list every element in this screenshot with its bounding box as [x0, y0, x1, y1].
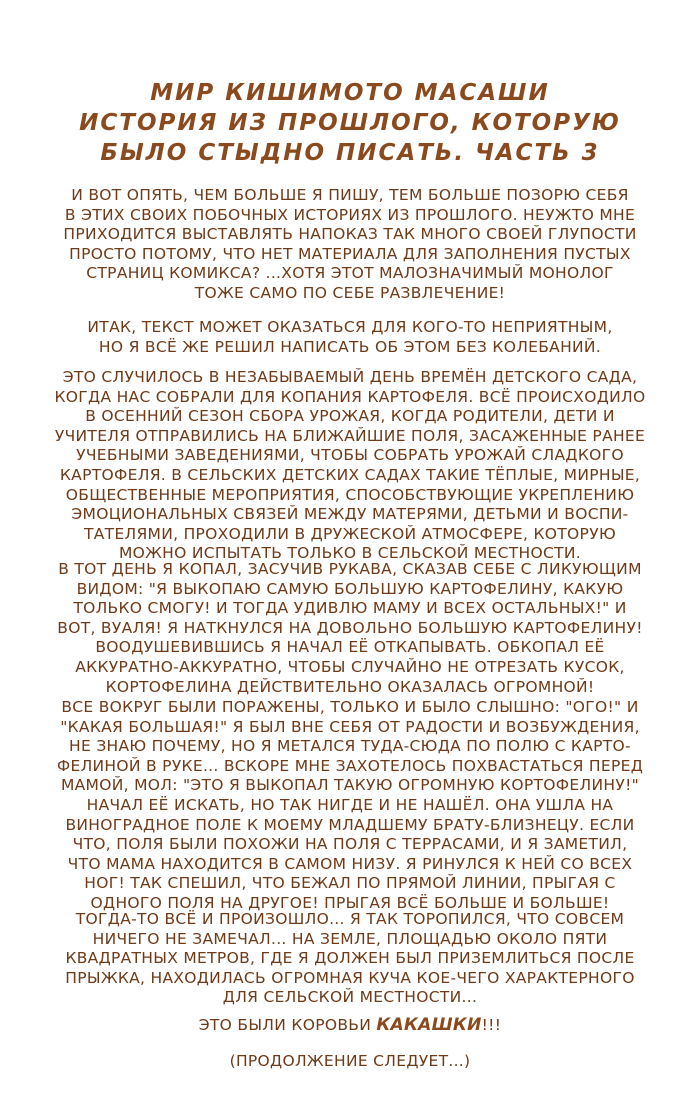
text-line: ТОЖЕ САМО ПО СЕБЕ РАЗВЛЕЧЕНИЕ!: [194, 283, 506, 302]
text-line: ВОТ, ВУАЛЯ! Я НАТКНУЛСЯ НА ДОВОЛЬНО БОЛЬШУЮ КАРТОФЕЛИНУ!: [57, 618, 643, 637]
title-line-2: ИСТОРИЯ ИЗ ПРОШЛОГО, КОТОРУЮ: [79, 110, 621, 136]
paragraph-2: [50, 318, 650, 357]
text-line: КОРТОФЕЛИНА ДЕЙСТВИТЕЛЬНО ОКАЗАЛАСЬ ОГРОМНОЙ!: [105, 677, 595, 696]
text-line: ДЛЯ СЕЛЬСКОЙ МЕСТНОСТИ...: [222, 988, 478, 1007]
text-line: ОДНОГО ПОЛЯ НА ДРУГОЕ! ПРЫГАЯ ВСЁ БОЛЬШЕ И БОЛЬШЕ!: [90, 893, 610, 912]
paragraph-6: [50, 910, 650, 1008]
text-line: ВИНОГРАДНОЕ ПОЛЕ К МОЕМУ МЛАДШЕМУ БРАТУ-БЛИЗНЕЦУ. ЕСЛИ: [65, 815, 635, 834]
text-line: ПРЫЖКА, НАХОДИЛАСЬ ОГРОМНАЯ КУЧА КОЕ-ЧЕГО ХАРАКТЕРНОГО: [65, 968, 635, 987]
text-line: МАМОЙ, МОЛ: "ЭТО Я ВЫКОПАЛ ТАКУЮ ОГРОМНУЮ КОРТОФЕЛИНУ!": [60, 776, 640, 795]
text-line: В ОСЕННИЙ СЕЗОН СБОРА УРОЖАЯ, КОГДА РОДИТЕЛИ, ДЕТИ И: [85, 407, 615, 426]
article-title: [0, 78, 700, 168]
paragraph-1: [50, 186, 650, 304]
text-line: ЧТО, ПОЛЯ БЫЛИ ПОХОЖИ НА ПОЛЯ С ТЕРРАСАМИ, И Я ЗАМЕТИЛ,: [72, 835, 628, 854]
paragraph-5: [50, 698, 650, 914]
paragraph-3: [50, 368, 650, 564]
text-line: ПРИХОДИТСЯ ВЫСТАВЛЯТЬ НАПОКАЗ ТАК МНОГО СВОЕЙ ГЛУПОСТИ: [63, 225, 637, 244]
title-line-1: МИР КИШИМОТО МАСАШИ: [150, 80, 550, 106]
to-be-continued: [50, 1052, 650, 1072]
text-line: "КАКАЯ БОЛЬШАЯ!" Я БЫЛ ВНЕ СЕБЯ ОТ РАДОСТИ И ВОЗБУЖДЕНИЯ,: [60, 717, 640, 736]
punchline: [50, 1016, 650, 1036]
text-line: ЧТО МАМА НАХОДИТСЯ В САМОМ НИЗУ. Я РИНУЛСЯ К НЕЙ СО ВСЕХ: [67, 854, 633, 873]
text-line: ПРОСТО ПОТОМУ, ЧТО НЕТ МАТЕРИАЛА ДЛЯ ЗАПОЛНЕНИЯ ПУСТЫХ: [69, 244, 631, 263]
text-line: ИТАК, ТЕКСТ МОЖЕТ ОКАЗАТЬСЯ ДЛЯ КОГО-ТО НЕПРИЯТНЫМ,: [87, 318, 613, 336]
text-line: МОЖНО ИСПЫТАТЬ ТОЛЬКО В СЕЛЬСКОЙ МЕСТНОСТИ.: [118, 544, 582, 563]
title-line-3: БЫЛО СТЫДНО ПИСАТЬ. ЧАСТЬ 3: [100, 140, 600, 166]
text-line: ТОЛЬКО СМОГУ! И ТОГДА УДИВЛЮ МАМУ И ВСЕХ ОСТАЛЬНЫХ!" И: [73, 599, 627, 618]
text-line: НИЧЕГО НЕ ЗАМЕЧАЛ... НА ЗЕМЛЕ, ПЛОЩАДЬЮ ОКОЛО ПЯТИ: [92, 929, 608, 948]
text-line: И ВОТ ОПЯТЬ, ЧЕМ БОЛЬШЕ Я ПИШУ, ТЕМ БОЛЬШЕ ПОЗОРЮ СЕБЯ: [71, 186, 629, 204]
to-be-continued-text: (ПРОДОЛЖЕНИЕ СЛЕДУЕТ...): [229, 1052, 471, 1070]
text-line: НАЧАЛ ЕЁ ИСКАТЬ, НО ТАК НИГДЕ И НЕ НАШЁЛ. ОНА УШЛА НА: [86, 795, 614, 814]
text-line: СТРАНИЦ КОМИКСА? ...ХОТЯ ЭТОТ МАЛОЗНАЧИМЫЙ МОНОЛОГ: [86, 264, 614, 283]
text-line: В ТОТ ДЕНЬ Я КОПАЛ, ЗАСУЧИВ РУКАВА, СКАЗАВ СЕБЕ С ЛИКУЮЩИМ: [58, 560, 642, 578]
text-line: НО Я ВСЁ ЖЕ РЕШИЛ НАПИСАТЬ ОБ ЭТОМ БЕЗ КОЛЕБАНИЙ.: [98, 337, 602, 356]
text-line: ОБЩЕСТВЕННЫЕ МЕРОПРИЯТИЯ, СПОСОБСТВУЮЩИЕ УКРЕПЛЕНИЮ: [65, 485, 635, 504]
paragraph-4: [50, 560, 650, 697]
punchline-after: !!!: [481, 1016, 502, 1034]
text-line: УЧИТЕЛЯ ОТПРАВИЛИСЬ НА БЛИЖАЙШИЕ ПОЛЯ, ЗАСАЖЕННЫЕ РАНЕЕ: [54, 426, 646, 445]
punchline-line: [50, 1016, 650, 1036]
text-line: ВООДУШЕВИВШИСЬ Я НАЧАЛ ЕЁ ОТКАПЫВАТЬ. ОБКОПАЛ ЕЁ: [95, 638, 605, 657]
text-line: ТАТЕЛЯМИ, ПРОХОДИЛИ В ДРУЖЕСКОЙ АТМОСФЕРЕ, КОТОРУЮ: [84, 524, 616, 543]
text-line: НОГ! ТАК СПЕШИЛ, ЧТО БЕЖАЛ ПО ПРЯМОЙ ЛИНИИ, ПРЫГАЯ С: [84, 874, 616, 893]
punchline-accent: КАКАШКИ: [376, 1015, 482, 1035]
text-line: ВИДОМ: "Я ВЫКОПАЮ САМУЮ БОЛЬШУЮ КАРТОФЕЛИНУ, КАКУЮ: [76, 579, 624, 598]
punchline-before: ЭТО БЫЛИ КОРОВЬИ: [198, 1016, 377, 1034]
text-line: НЕ ЗНАЮ ПОЧЕМУ, НО Я МЕТАЛСЯ ТУДА-СЮДА ПО ПОЛЮ С КАРТО-: [69, 737, 631, 756]
text-line: КАРТОФЕЛЯ. В СЕЛЬСКИХ ДЕТСКИХ САДАХ ТАКИЕ ТЁПЛЫЕ, МИРНЫЕ,: [59, 465, 641, 484]
text-line: ТОГДА-ТО ВСЁ И ПРОИЗОШЛО... Я ТАК ТОРОПИЛСЯ, ЧТО СОВСЕМ: [75, 910, 625, 928]
text-line: КВАДРАТНЫХ МЕТРОВ, ГДЕ Я ДОЛЖЕН БЫЛ ПРИЗЕМЛИТЬСЯ ПОСЛЕ: [65, 949, 635, 968]
text-line: ВСЕ ВОКРУГ БЫЛИ ПОРАЖЕНЫ, ТОЛЬКО И БЫЛО СЛЫШНО: "ОГО!" И: [61, 698, 639, 716]
text-line: ЭМОЦИОНАЛЬНЫХ СВЯЗЕЙ МЕЖДУ МАТЕРЯМИ, ДЕТЬМИ И ВОСПИ-: [71, 505, 629, 524]
text-line: УЧЕБНЫМИ ЗАВЕДЕНИЯМИ, ЧТОБЫ СОБРАТЬ УРОЖАЙ СЛАДКОГО: [76, 446, 624, 465]
text-line: В ЭТИХ СВОИХ ПОБОЧНЫХ ИСТОРИЯХ ИЗ ПРОШЛОГО. НЕУЖТО МНЕ: [64, 205, 636, 224]
text-line: ФЕЛИНОЙ В РУКЕ... ВСКОРЕ МНЕ ЗАХОТЕЛОСЬ ПОХВАСТАТЬСЯ ПЕРЕД: [56, 756, 644, 775]
text-line: ЭТО СЛУЧИЛОСЬ В НЕЗАБЫВАЕМЫЙ ДЕНЬ ВРЕМЁН ДЕТСКОГО САДА,: [62, 368, 638, 386]
text-line: АККУРАТНО-АККУРАТНО, ЧТОБЫ СЛУЧАЙНО НЕ ОТРЕЗАТЬ КУСОК,: [75, 657, 625, 676]
text-line: КОГДА НАС СОБРАЛИ ДЛЯ КОПАНИЯ КАРТОФЕЛЯ. ВСЁ ПРОИСХОДИЛО: [54, 387, 646, 406]
